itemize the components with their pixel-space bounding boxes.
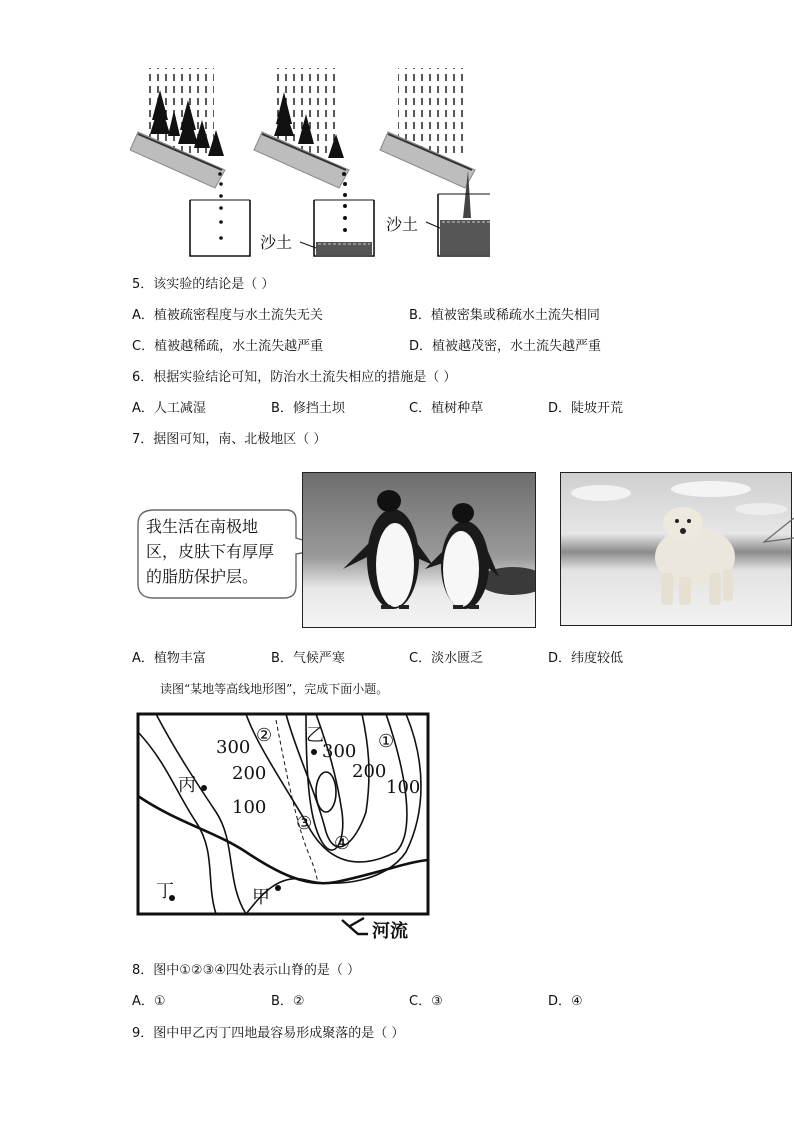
bubble-line-3: 的脂肪保护层。 [146, 567, 259, 586]
q8-option-b[interactable]: B．② [271, 994, 305, 1009]
polar-bear-illustration [561, 473, 792, 626]
map-intro-text: 读图“某地等高线地形图”，完成下面小题。 [160, 682, 389, 696]
q8-option-d[interactable]: D．④ [548, 994, 583, 1009]
question-6-stem: 6．根据实验结论可知，防治水土流失相应的措施是（ ） [132, 370, 457, 385]
label-300-left: 300 [216, 737, 251, 758]
bubble-line-2: 区，皮肤下有厚厚 [146, 542, 275, 561]
label-point-3: ③ [296, 813, 313, 834]
label-ding: 丁 [156, 881, 174, 902]
q6-option-d[interactable]: D．陡坡开荒 [548, 401, 624, 416]
question-9-stem: 9．图中甲乙丙丁四地最容易形成聚落的是（ ） [132, 1026, 405, 1041]
q5-option-b[interactable]: B．植被密集或稀疏水土流失相同 [409, 308, 600, 323]
speech-bubble-pointer-right [760, 516, 794, 546]
question-7-stem: 7．据图可知，南、北极地区（ ） [132, 432, 327, 447]
setup-dense-vegetation [130, 68, 250, 256]
erosion-experiment-figure [130, 62, 490, 262]
q7-option-b[interactable]: B．气候严寒 [271, 651, 345, 666]
q7-option-d[interactable]: D．纬度较低 [548, 651, 624, 666]
q8-option-c[interactable]: C．③ [409, 994, 443, 1009]
q5-option-d[interactable]: D．植被越茂密，水土流失越严重 [409, 339, 602, 354]
q6-option-a[interactable]: A．人工减湿 [132, 401, 206, 416]
label-point-2: ② [256, 725, 273, 746]
label-200-left: 200 [232, 763, 267, 784]
q7-option-a[interactable]: A．植物丰富 [132, 651, 206, 666]
q6-option-c[interactable]: C．植树种草 [409, 401, 484, 416]
legend-river-label: 河流 [372, 921, 408, 942]
question-8-stem: 8．图中①②③④四处表示山脊的是（ ） [132, 963, 361, 978]
label-point-1: ① [378, 731, 395, 752]
q7-option-c[interactable]: C．淡水匮乏 [409, 651, 484, 666]
bubble-line-1: 我生活在南极地 [146, 517, 259, 536]
penguins-illustration [303, 473, 536, 628]
polar-bear-photo [560, 472, 792, 626]
q6-option-b[interactable]: B．修挡土坝 [271, 401, 345, 416]
penguins-photo [302, 472, 536, 628]
label-300-right: 300 [322, 741, 357, 762]
label-jia: 甲 [252, 887, 270, 908]
label-100-left: 100 [232, 797, 267, 818]
sand-label-beaker-2: 沙土 [260, 233, 293, 252]
q5-option-a[interactable]: A．植被疏密程度与水土流失无关 [132, 308, 323, 323]
sand-label-beaker-3: 沙土 [386, 215, 419, 234]
question-5-stem: 5．该实验的结论是（ ） [132, 277, 275, 292]
label-100-right: 100 [386, 777, 421, 798]
q8-option-a[interactable]: A．① [132, 994, 166, 1009]
q5-option-c[interactable]: C．植被越稀疏，水土流失越严重 [132, 339, 324, 354]
label-200-right: 200 [352, 761, 387, 782]
speech-bubble-text [146, 514, 274, 589]
label-bing: 丙 [178, 775, 196, 796]
setup-sparse-vegetation [254, 68, 374, 256]
label-point-4: ④ [334, 833, 351, 854]
label-yi: 乙 [306, 725, 324, 746]
